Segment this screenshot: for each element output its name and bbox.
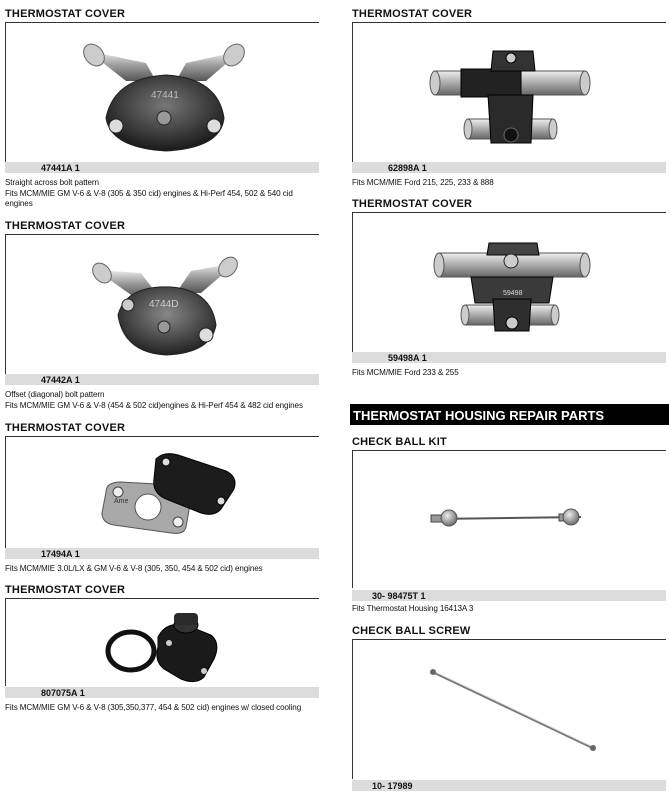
product-title: CHECK BALL KIT <box>352 436 447 448</box>
part-number: 47442A 1 <box>41 375 80 385</box>
part-number: 17494A 1 <box>41 549 80 559</box>
part-number: 30- 98475T 1 <box>372 591 426 601</box>
product-title: THERMOSTAT COVER <box>352 198 473 210</box>
product-title: CHECK BALL SCREW <box>352 625 471 637</box>
product-card-10-17989 <box>352 625 666 800</box>
part-number: 47441A 1 <box>41 163 80 173</box>
product-title: THERMOSTAT COVER <box>5 8 126 20</box>
part-number: 62898A 1 <box>388 163 427 173</box>
product-description: Straight across bolt pattern <box>5 178 99 187</box>
part-number-bar <box>5 162 319 173</box>
part-number-bar <box>5 687 319 698</box>
product-title: THERMOSTAT COVER <box>5 220 126 232</box>
svg-text:Ame: Ame <box>114 498 129 505</box>
product-image-frame <box>352 22 666 164</box>
svg-text:59498: 59498 <box>503 290 523 297</box>
section-heading: THERMOSTAT HOUSING REPAIR PARTS <box>350 404 669 425</box>
product-card-47442a <box>5 220 319 420</box>
product-image-frame <box>5 22 319 170</box>
part-number: 59498A 1 <box>388 353 427 363</box>
product-fitment: Fits MCM/MIE GM V-6 & V-8 (305 & 350 cid) engines & Hi-Perf 454, 502 & 540 cid engines <box>5 189 293 208</box>
part-number-bar <box>5 548 319 559</box>
cover-plate-gasket-icon <box>6 437 320 549</box>
thermostat-cover-y-icon <box>6 23 320 171</box>
product-card-17494a <box>5 422 319 582</box>
product-description: Offset (diagonal) bolt pattern <box>5 390 105 399</box>
product-card-62898a <box>352 8 666 193</box>
part-number-bar <box>352 352 666 363</box>
product-image-frame <box>5 234 319 374</box>
part-number: 807075A 1 <box>41 688 85 698</box>
part-number-bar <box>5 374 319 385</box>
product-image-frame <box>352 212 666 352</box>
product-fitment: Fits MCM/MIE Ford 215, 225, 233 & 888 <box>352 178 494 187</box>
product-fitment: Fits MCM/MIE Ford 233 & 255 <box>352 368 459 377</box>
product-fitment: Fits Thermostat Housing 16413A 3 <box>352 604 474 613</box>
product-card-30-98475t <box>352 436 666 616</box>
cover-oring-icon <box>6 599 320 687</box>
product-title: THERMOSTAT COVER <box>5 584 126 596</box>
product-fitment: Fits MCM/MIE GM V-6 & V-8 (305,350,377, 454 & 502 cid) engines w/ closed cooling <box>5 703 302 712</box>
svg-text:4744D: 4744D <box>149 299 179 310</box>
product-fitment: Fits MCM/MIE 3.0L/LX & GM V-6 & V-8 (305, 350, 454 & 502 cid) engines <box>5 564 263 573</box>
product-image-frame <box>5 436 319 548</box>
product-card-59498a <box>352 198 666 383</box>
product-image-frame <box>352 639 666 779</box>
product-image-frame <box>5 598 319 686</box>
part-number: 10- 17989 <box>372 781 413 791</box>
product-card-47441a <box>5 8 319 213</box>
product-title: THERMOSTAT COVER <box>352 8 473 20</box>
part-number-bar <box>352 780 666 791</box>
product-card-807075a <box>5 584 319 714</box>
product-fitment: Fits MCM/MIE GM V-6 & V-8 (454 & 502 cid)engines & Hi-Perf 454 & 482 cid engines <box>5 401 303 410</box>
part-number-bar <box>352 590 666 601</box>
ford-cover-tube-icon <box>353 23 667 165</box>
product-title: THERMOSTAT COVER <box>5 422 126 434</box>
product-image-frame <box>352 450 666 588</box>
part-number-bar <box>352 162 666 173</box>
svg-text:47441: 47441 <box>151 90 179 101</box>
check-ball-screw-icon <box>353 640 667 780</box>
ford-cover-tube-2-icon <box>353 213 667 353</box>
check-ball-kit-icon <box>353 451 667 589</box>
thermostat-cover-offset-icon <box>6 235 320 375</box>
